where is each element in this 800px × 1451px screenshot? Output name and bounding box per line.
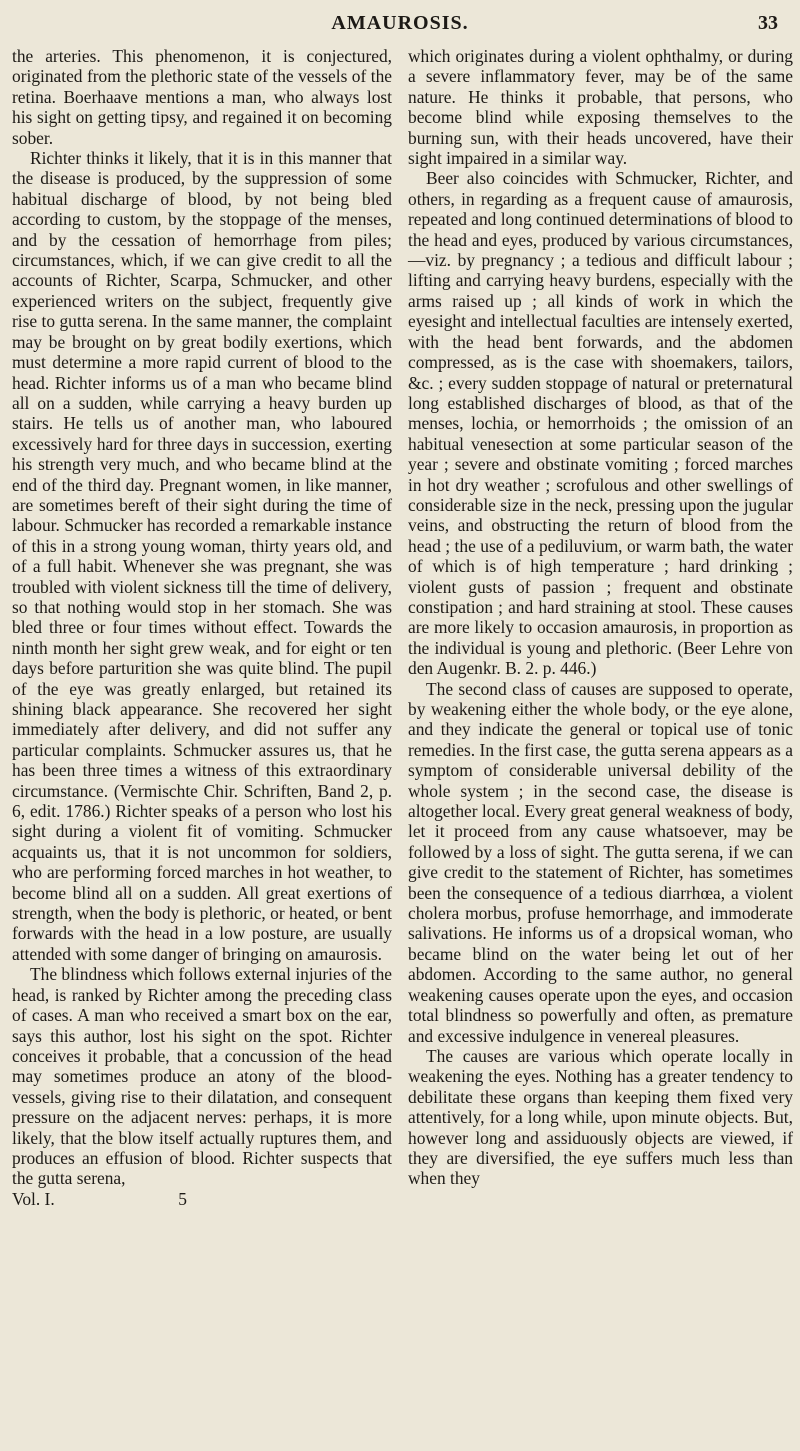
page-footer <box>12 1189 187 1209</box>
volume-label: Vol. I. <box>12 1188 55 1209</box>
paragraph: The causes are various which operate locally in weakening the eyes. Nothing has a greater tendency to debilitate these organs than keeping them fixed very attentively, for a long while, upon minute objects. But, however long and assiduously objects are viewed, if they are diversified, the eye suffers much less than when they <box>408 1045 793 1189</box>
page-number: 33 <box>758 12 778 34</box>
paragraph: The second class of causes are supposed to operate, by weakening either the whole body, or the eye alone, and they indicate the general or topical use of tonic remedies. In the first case, the gutta serena appears as a symptom of considerable universal debility of the whole system ; in the second case, the disease is altogether local. Every great general weakness of body, let it proceed from any cause whatsoever, may be followed by a loss of sight. The gutta serena, if we can give credit to the statement of Richter, has sometimes been the consequence of a tedious diarrhœa, a violent cholera morbus, profuse hemorrhage, and immoderate salivations. He informs us of a dropsical woman, who became blind on the water being let out of her abdomen. According to the same author, no general weakening causes operate upon the eyes, and occasion total blindness so powerfully and often, as premature and excessive indulgence in venereal pleasures. <box>408 678 793 1046</box>
running-title: AMAUROSIS. <box>331 12 469 34</box>
paragraph: Richter thinks it likely, that it is in this manner that the disease is produced, by the suppression of some habitual discharge of blood, by not being bled according to custom, by the stoppage of the menses, and by the cessation of hemorrhage from piles; circumstances, which, if we can give credit to all the accounts of Richter, Scarpa, Schmucker, and other experienced writers on the subject, frequently give rise to gutta serena. In the same manner, the complaint may be brought on by great bodily exertions, which must determine a more rapid current of blood to the head. Richter informs us of a man who became blind all on a sudden, while carrying a heavy burden up stairs. He tells us of another man, who laboured excessively hard for three days in succession, exerting his strength very much, and who became blind at the end of the third day. Pregnant women, in like manner, are sometimes bereft of their sight during the time of labour. Schmucker has recorded a remarkable instance of this in a strong young woman, thirty years old, and of a full habit. Whenever she was pregnant, she was troubled with violent sickness till the time of delivery, so that nothing would stop in her stomach. She was bled three or four times without effect. Towards the ninth month her sight grew weak, and for eight or ten days before parturition she was quite blind. The pupil of the eye was greatly enlarged, but retained its shining black appearance. She recovered her sight immediately after delivery, and did not suffer any particular complaints. Schmucker assures us, that he has been three times a witness of this extraordinary circumstance. (Vermischte Chir. Schriften, Band 2, p. 6, edit. 1786.) Richter speaks of a person who lost his sight during a violent fit of vomiting. Schmucker acquaints us, that it is not uncommon for soldiers, who are performing forced marches in hot weather, to become blind all on a sudden. All great exertions of strength, when the body is plethoric, or heated, or bent forwards with the head in a low posture, are usually attended with some danger of bringing on amaurosis. <box>12 148 392 964</box>
left-column <box>12 46 392 1209</box>
paragraph: the arteries. This phenomenon, it is conjectured, originated from the plethoric state of the vessels of the retina. Boerhaave mentions a man, who always lost his sight on getting tipsy, and regained it on becoming sober. <box>12 46 392 148</box>
paragraph: which originates during a violent ophthalmy, or during a severe inflammatory fever, may be of the same nature. He thinks it probable, that persons, who become blind while exposing themselves to the burning sun, with their heads uncovered, have their sight impaired in a similar way. <box>408 46 793 169</box>
signature-mark: 5 <box>178 1188 187 1209</box>
page-header <box>0 12 800 42</box>
paragraph: The blindness which follows external injuries of the head, is ranked by Richter among the preceding class of cases. A man who received a smart box on the ear, says this author, lost his sight on the spot. Richter conceives it probable, that a concussion of the head may sometimes produce an atony of the blood-vessels, giving rise to their dilatation, and consequent pressure on the adjacent nerves: perhaps, it is more likely, that the blow itself actually ruptures them, and produces an effusion of blood. Richter suspects that the gutta serena, <box>12 964 392 1189</box>
paragraph: Beer also coincides with Schmucker, Richter, and others, in regarding as a frequent cause of amaurosis, repeated and long continued determinations of blood to the head and eyes, produced by various circumstances,—viz. by pregnancy ; a tedious and difficult labour ; lifting and carrying heavy burdens, especially with the arms raised up ; all kinds of work in which the eyesight and intellectual faculties are intensely exerted, with the head bent forwards, and the abdomen compressed, as is the case with shoemakers, tailors, &c. ; every sudden stoppage of natural or preternatural long established discharges of blood, as that of the menses, lochia, or hemorrhoids ; the omission of an habitual venesection at some particular season of the year ; severe and obstinate vomiting ; forced marches in hot dry weather ; scrofulous and other swellings of considerable size in the neck, pressing upon the jugular veins, and obstructing the return of blood from the head ; the use of a pediluvium, or warm bath, the water of which is of high temperature ; hard drinking ; violent gusts of passion ; frequent and obstinate constipation ; and hard straining at stool. These causes are more likely to occasion amaurosis, in proportion as the individual is young and plethoric. (Beer Lehre von den Augenkr. B. 2. p. 446.) <box>408 168 793 679</box>
right-column <box>408 46 793 1189</box>
